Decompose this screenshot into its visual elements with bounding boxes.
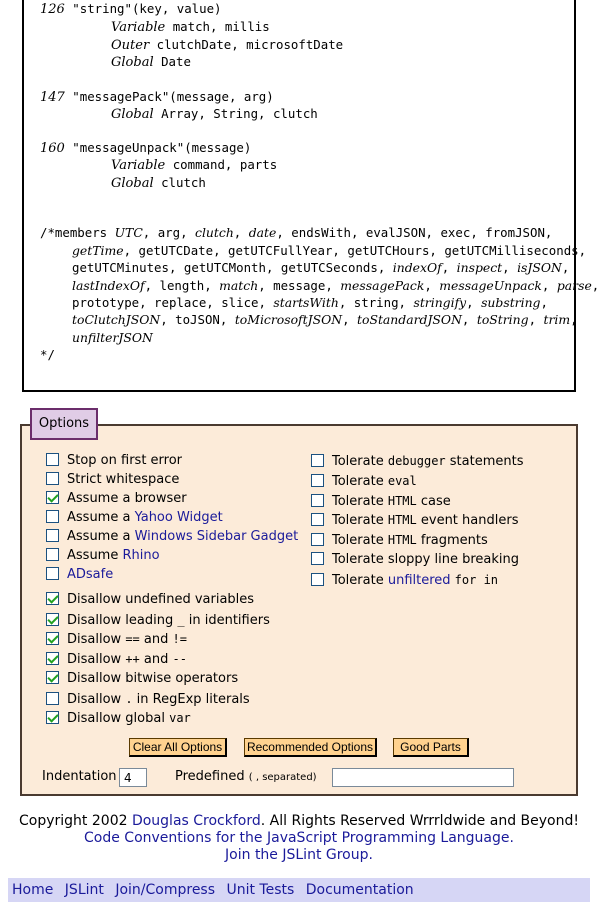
var-keyword: Variable xyxy=(111,158,166,173)
option-left-3[interactable] xyxy=(46,509,223,527)
option-label: -- xyxy=(172,652,187,666)
option-left-5[interactable] xyxy=(46,547,160,565)
member-token: , endsWith, evalJSON, exec, fromJSON, xyxy=(276,225,553,240)
member-token: , xyxy=(541,278,557,293)
option-label: != xyxy=(172,632,187,646)
option-label: == xyxy=(125,632,140,646)
function-signature: "messagePack"(message, arg) xyxy=(72,89,274,104)
bottom-nav xyxy=(8,878,590,902)
author-link[interactable]: Douglas Crockford xyxy=(131,813,261,829)
option-right-4[interactable] xyxy=(311,531,488,549)
jslint-group-link[interactable]: Join the JSLint Group. xyxy=(225,847,373,863)
function-var-line xyxy=(111,36,343,54)
good-parts-button[interactable]: Good Parts xyxy=(393,738,469,757)
line-number: 160 xyxy=(40,141,65,156)
predefined-label-text: Predefined xyxy=(175,769,245,784)
line-number: 147 xyxy=(40,90,65,105)
option-right-0[interactable] xyxy=(311,452,523,470)
option-label: Tolerate xyxy=(332,474,388,489)
members-content xyxy=(115,225,553,240)
option-checkbox[interactable] xyxy=(46,711,59,724)
member-token: , xyxy=(570,312,578,327)
option-checkbox[interactable] xyxy=(46,567,59,580)
member-token: , toJSON, xyxy=(160,312,235,327)
var-keyword: Global xyxy=(111,107,154,122)
predefined-input[interactable] xyxy=(332,768,514,787)
option-left-2[interactable] xyxy=(46,490,187,508)
option-label: statements xyxy=(445,454,524,469)
member-token: , getUTCDate, getUTCFullYear, getUTCHours, getUTCMilliseconds, xyxy=(123,243,587,258)
option-label: eval xyxy=(387,474,417,488)
members-close: */ xyxy=(40,347,55,362)
member-token: parse xyxy=(556,278,592,293)
option-label: HTML xyxy=(387,513,417,527)
option-bottom-1[interactable] xyxy=(46,611,270,629)
member-token: lastIndexOf xyxy=(72,278,145,293)
options-legend: Options xyxy=(30,408,98,440)
option-left-1[interactable] xyxy=(46,471,179,489)
member-token: indexOf xyxy=(392,260,442,275)
option-checkbox[interactable] xyxy=(46,548,59,561)
code-conventions-line xyxy=(0,830,598,847)
member-token: , xyxy=(502,260,518,275)
option-label: Assume a browser xyxy=(67,491,187,506)
option-label: Tolerate xyxy=(332,513,388,528)
option-label: event handlers xyxy=(416,513,519,528)
option-checkbox[interactable] xyxy=(311,533,324,546)
option-label: case xyxy=(416,494,451,509)
option-checkbox[interactable] xyxy=(46,692,59,705)
member-token: messageUnpack xyxy=(439,278,542,293)
member-token: , xyxy=(424,278,440,293)
indentation-label: Indentation xyxy=(42,769,117,784)
option-label: Disallow leading xyxy=(67,613,178,628)
option-bottom-5[interactable] xyxy=(46,690,250,708)
member-token: , arg, xyxy=(142,225,196,240)
option-label: _ xyxy=(177,613,185,627)
predefined-label xyxy=(175,769,317,784)
copyright-line xyxy=(0,813,598,830)
option-link[interactable]: Rhino xyxy=(122,548,160,563)
members-line xyxy=(72,277,599,294)
function-header xyxy=(40,88,274,106)
option-checkbox[interactable] xyxy=(46,632,59,645)
var-names: clutchDate, microsoftDate xyxy=(156,37,344,52)
member-token: , xyxy=(591,278,599,293)
option-right-1[interactable] xyxy=(311,472,417,490)
var-names: match, millis xyxy=(172,19,270,34)
option-right-3[interactable] xyxy=(311,511,518,529)
member-token: prototype, replace, slice, xyxy=(72,295,274,310)
member-token: , xyxy=(561,260,570,275)
member-token: , xyxy=(342,312,358,327)
function-signature: "string"(key, value) xyxy=(72,1,222,16)
option-bottom-2[interactable] xyxy=(46,630,187,648)
member-token: unfilterJSON xyxy=(72,330,153,345)
option-link[interactable]: Yahoo Widget xyxy=(134,510,223,525)
members-line xyxy=(72,242,586,259)
function-var-line xyxy=(111,105,318,123)
option-link[interactable]: unfiltered xyxy=(387,573,451,588)
option-right-2[interactable] xyxy=(311,492,451,510)
member-token: date xyxy=(248,225,277,240)
nav-join-compress[interactable]: Join/Compress xyxy=(115,882,216,898)
nav-home[interactable]: Home xyxy=(12,882,54,898)
copyright-text: Copyright 2002 xyxy=(19,813,132,829)
option-checkbox[interactable] xyxy=(46,510,59,523)
option-label: in identifiers xyxy=(184,613,270,628)
option-left-4[interactable] xyxy=(46,528,298,546)
member-token: messagePack xyxy=(340,278,425,293)
option-checkbox[interactable] xyxy=(46,671,59,684)
option-checkbox[interactable] xyxy=(46,453,59,466)
option-label: Tolerate xyxy=(332,494,388,509)
option-label: Tolerate xyxy=(332,533,388,548)
member-token: toString xyxy=(476,312,529,327)
option-label: Disallow xyxy=(67,652,126,667)
option-label: HTML xyxy=(387,533,417,547)
option-checkbox[interactable] xyxy=(46,652,59,665)
option-checkbox[interactable] xyxy=(311,513,324,526)
option-label: and xyxy=(139,652,173,667)
member-token: toClutchJSON xyxy=(72,312,161,327)
var-names: clutch xyxy=(161,175,206,190)
nav-unit-tests[interactable]: Unit Tests xyxy=(226,882,295,898)
var-keyword: Variable xyxy=(111,20,166,35)
option-checkbox[interactable] xyxy=(46,613,59,626)
var-keyword: Global xyxy=(111,55,154,70)
member-token: , string, xyxy=(338,295,414,310)
option-right-6[interactable] xyxy=(311,571,498,589)
option-label: Disallow bitwise operators xyxy=(67,671,239,686)
option-label: for in xyxy=(454,573,499,587)
option-checkbox[interactable] xyxy=(311,494,324,507)
member-token: startsWith xyxy=(273,295,339,310)
member-token: getTime xyxy=(72,243,124,258)
option-label: Assume xyxy=(67,548,123,563)
members-line xyxy=(72,329,153,346)
rights-text: . All Rights Reserved Wrrrldwide and Beyond! xyxy=(260,813,579,829)
code-conventions-link[interactable]: Code Conventions for the JavaScript Programming Language. xyxy=(84,830,514,846)
option-right-5[interactable] xyxy=(311,551,519,569)
jslint-group-line xyxy=(0,847,598,864)
option-label: Assume a xyxy=(67,529,135,544)
option-label: Disallow undefined variables xyxy=(67,592,255,607)
member-token: isJSON xyxy=(517,260,562,275)
option-label: Disallow xyxy=(67,632,126,647)
member-token: , length, xyxy=(144,278,220,293)
members-line-first xyxy=(40,224,552,241)
member-token: , xyxy=(461,312,477,327)
nav-jslint[interactable]: JSLint xyxy=(64,882,104,898)
option-label: HTML xyxy=(387,494,417,508)
function-var-line xyxy=(111,18,270,36)
option-checkbox[interactable] xyxy=(46,491,59,504)
member-token: substring xyxy=(481,295,541,310)
var-names: command, parts xyxy=(172,157,278,172)
member-token: , xyxy=(528,312,544,327)
option-left-6[interactable] xyxy=(46,566,113,584)
option-label: and xyxy=(139,632,173,647)
member-token: inspect xyxy=(456,260,503,275)
clear-all-options-button[interactable]: Clear All Options xyxy=(129,738,227,757)
option-bottom-0[interactable] xyxy=(46,591,254,609)
member-token: toStandardJSON xyxy=(357,312,462,327)
members-open: /*members xyxy=(40,225,108,240)
function-var-line xyxy=(111,156,277,174)
member-token: getUTCMinutes, getUTCMonth, getUTCSeconds, xyxy=(72,260,393,275)
option-link[interactable]: Windows Sidebar Gadget xyxy=(134,529,299,544)
option-label: Disallow xyxy=(67,692,126,707)
var-keyword: Outer xyxy=(111,38,150,53)
option-checkbox[interactable] xyxy=(46,472,59,485)
option-label: var xyxy=(169,711,191,725)
option-checkbox[interactable] xyxy=(311,552,324,565)
member-token: toMicrosoftJSON xyxy=(234,312,343,327)
function-header xyxy=(40,0,222,18)
option-checkbox[interactable] xyxy=(46,529,59,542)
member-token: , xyxy=(540,295,548,310)
member-token: UTC xyxy=(114,225,143,240)
option-label: Tolerate xyxy=(332,454,388,469)
option-label: Tolerate xyxy=(332,573,388,588)
member-token: clutch xyxy=(195,225,234,240)
nav-documentation[interactable]: Documentation xyxy=(305,882,414,898)
option-label: in RegExp literals xyxy=(132,692,250,707)
option-label: Disallow global xyxy=(67,711,170,726)
option-checkbox[interactable] xyxy=(311,573,324,586)
option-label: Strict whitespace xyxy=(67,472,180,487)
recommended-options-button[interactable]: Recommended Options xyxy=(244,738,377,757)
members-line xyxy=(72,311,578,328)
option-left-0[interactable] xyxy=(46,452,182,470)
option-label: ++ xyxy=(125,652,140,666)
member-token: trim xyxy=(543,312,571,327)
members-line xyxy=(72,294,548,311)
members-line xyxy=(72,259,569,276)
option-link[interactable]: ADsafe xyxy=(67,567,114,582)
member-token: match xyxy=(219,278,259,293)
function-var-line xyxy=(111,53,191,71)
member-token: , xyxy=(466,295,482,310)
option-checkbox[interactable] xyxy=(311,474,324,487)
line-number: 126 xyxy=(40,2,65,17)
option-label: Stop on first error xyxy=(67,453,183,468)
member-token: stringify xyxy=(413,295,467,310)
predefined-hint: ( , separated) xyxy=(248,772,317,783)
option-label: . xyxy=(125,692,133,706)
var-names: Date xyxy=(161,54,191,69)
option-checkbox[interactable] xyxy=(46,592,59,605)
option-label: fragments xyxy=(416,533,488,548)
member-token: , message, xyxy=(258,278,341,293)
option-checkbox[interactable] xyxy=(311,454,324,467)
option-bottom-3[interactable] xyxy=(46,650,187,668)
indentation-input[interactable] xyxy=(119,768,147,787)
report-panel xyxy=(22,0,599,392)
option-bottom-4[interactable] xyxy=(46,670,238,688)
function-var-line xyxy=(111,174,206,192)
var-keyword: Global xyxy=(111,176,154,191)
option-label: Tolerate sloppy line breaking xyxy=(332,552,520,567)
var-names: Array, String, clutch xyxy=(161,106,318,121)
member-token: , xyxy=(233,225,249,240)
option-label: debugger xyxy=(387,454,446,468)
option-label: Assume a xyxy=(67,510,135,525)
member-token: , xyxy=(441,260,457,275)
function-header xyxy=(40,139,251,157)
function-signature: "messageUnpack"(message) xyxy=(72,140,252,155)
option-bottom-6[interactable] xyxy=(46,709,191,727)
